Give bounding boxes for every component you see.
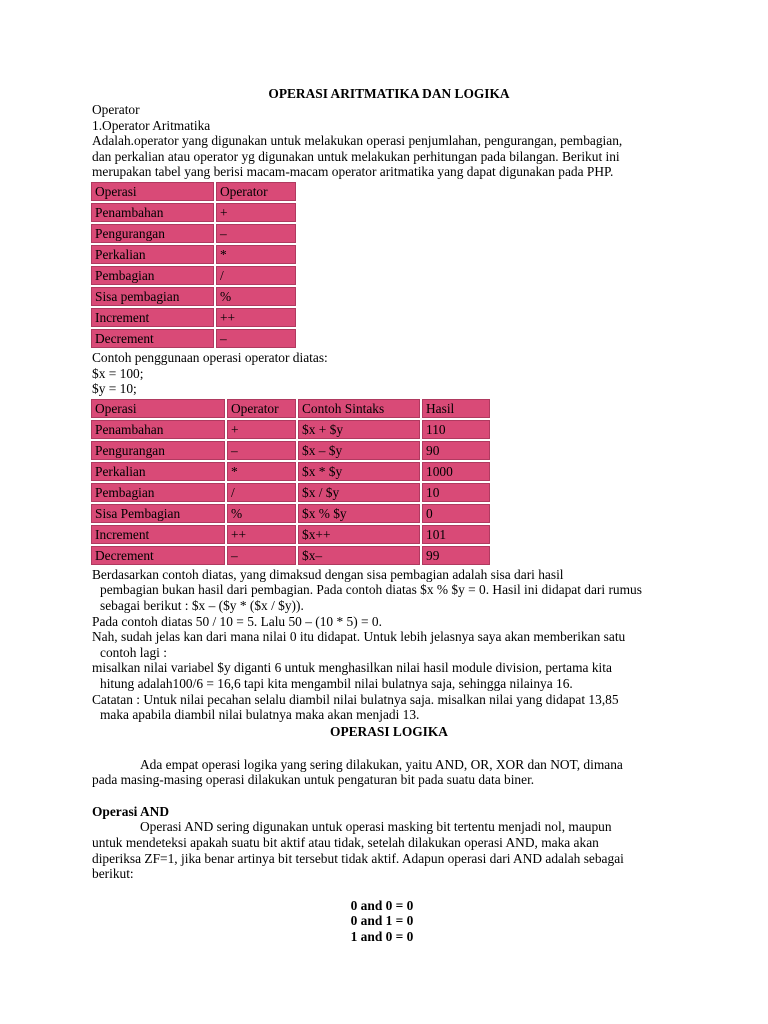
table-cell: * [227,462,296,481]
and-section [92,819,672,881]
table-cell: * [216,245,296,264]
table-cell: $x / $y [298,483,420,502]
table-cell: Pengurangan [91,441,225,460]
table-cell: Perkalian [91,245,214,264]
truth-line: 1 and 0 = 0 [350,929,414,945]
explanation-line: Nah, sudah jelas kan dari mana nilai 0 itu didapat. Untuk lebih jelasnya saya akan memberikan satu [92,629,626,645]
table-cell: / [227,483,296,502]
table-cell: Penambahan [91,420,225,439]
spacer [92,882,672,898]
table-cell: Increment [91,308,214,327]
and-line: diperiksa ZF=1, jika benar artinya bit tersebut tidak aktif. Adapun operasi dari AND adalah sebagai [92,850,624,866]
document-page [92,86,672,945]
document-title: OPERASI ARITMATIKA DAN LOGIKA [268,86,510,101]
example-line: $y = 10; [92,381,137,397]
table-cell: Sisa Pembagian [91,504,225,523]
table-cell: % [227,504,296,523]
table-header-cell: Operator [227,399,296,418]
table-cell: – [227,441,296,460]
explanation-section [92,567,672,723]
table-row [91,525,490,544]
table-row [91,483,490,502]
example-table [89,397,492,567]
table-cell: $x++ [298,525,420,544]
table-cell: 110 [422,420,490,439]
logika-section [92,757,672,788]
table-cell: $x * $y [298,462,420,481]
table-header-cell: Operasi [91,182,214,201]
table-row [91,329,296,348]
explanation-line: Catatan : Untuk nilai pecahan selalu diambil nilai bulatnya saja. misalkan nilai yang didapat 13,85 [92,691,619,707]
intro-line: Adalah.operator yang digunakan untuk melakukan operasi penjumlahan, pengurangan, pembagian, [92,133,623,149]
spacer [92,741,672,757]
table-cell: – [216,224,296,243]
explanation-line: sebagai berikut : $x – ($y * ($x / $y)). [100,597,304,613]
example-line: Contoh penggunaan operasi operator diatas: [92,349,328,365]
explanation-line: maka apabila diambil nilai bulatnya maka akan menjadi 13. [100,707,420,723]
truth-line: 0 and 0 = 0 [350,897,414,913]
table-cell: 10 [422,483,490,502]
table-cell: – [216,329,296,348]
table-cell: Penambahan [91,203,214,222]
section-heading-logika: OPERASI LOGIKA [330,723,448,739]
explanation-line: hitung adalah100/6 = 16,6 tapi kita mengambil nilai bulatnya saja, sehingga nilainya 16. [100,675,573,691]
intro-section [92,102,672,180]
table-row [91,287,296,306]
and-truth-table [92,898,672,945]
table-cell: $x + $y [298,420,420,439]
intro-line: Operator [92,102,140,117]
table-cell: Decrement [91,329,214,348]
table-row [91,224,296,243]
spacer [92,788,672,804]
table-cell: 101 [422,525,490,544]
table-cell: Increment [91,525,225,544]
truth-line: 0 and 1 = 0 [350,913,414,929]
table-cell: + [216,203,296,222]
table-row [91,504,490,523]
table-cell: Sisa pembagian [91,287,214,306]
table-cell: Pembagian [91,483,225,502]
table-cell: $x– [298,546,420,565]
table-cell: Decrement [91,546,225,565]
table-cell: Pengurangan [91,224,214,243]
table-row [91,245,296,264]
table-cell: % [216,287,296,306]
and-line: Operasi AND sering digunakan untuk operasi masking bit tertentu menjadi nol, maupun [140,819,612,835]
intro-line: 1.Operator Aritmatika [92,117,211,133]
table-row [91,462,490,481]
explanation-line: misalkan nilai variabel $y diganti 6 untuk menghasilkan nilai hasil module division, pertama kita [92,660,612,676]
table-row [91,546,490,565]
table-header-cell: Operasi [91,399,225,418]
table-row [91,420,490,439]
table-row [91,308,296,327]
intro-line: dan perkalian atau operator yg digunakan untuk melakukan perhitungan pada bilangan. Berikut ini [92,148,620,164]
table-header-cell: Operator [216,182,296,201]
table-cell: 90 [422,441,490,460]
section-heading-and: Operasi AND [92,803,169,819]
table-cell: 0 [422,504,490,523]
explanation-line: contoh lagi : [100,644,167,660]
table-cell: / [216,266,296,285]
and-line: berikut: [92,866,134,882]
table-row [91,203,296,222]
table-cell: 99 [422,546,490,565]
logika-line: Ada empat operasi logika yang sering dilakukan, yaitu AND, OR, XOR dan NOT, dimana [140,756,623,772]
example-line: $x = 100; [92,365,144,381]
table-cell: $x – $y [298,441,420,460]
table-cell: Perkalian [91,462,225,481]
example-section [92,350,672,397]
table-row [91,266,296,285]
table-header-cell: Hasil [422,399,490,418]
and-line: untuk mendeteksi apakah suatu bit aktif atau tidak, setelah dilakukan operasi AND, maka akan [92,835,599,851]
operator-table [89,180,298,350]
table-header-row [91,399,490,418]
intro-line: merupakan tabel yang berisi macam-macam operator aritmatika yang dapat digunakan pada PHP. [92,164,614,180]
table-row [91,441,490,460]
logika-line: pada masing-masing operasi dilakukan untuk pengaturan bit pada suatu data biner. [92,772,535,788]
table-cell: – [227,546,296,565]
table-header-cell: Contoh Sintaks [298,399,420,418]
table-header-row [91,182,296,201]
explanation-line: Pada contoh diatas 50 / 10 = 5. Lalu 50 – (10 * 5) = 0. [92,613,382,629]
table-cell: ++ [216,308,296,327]
table-cell: + [227,420,296,439]
table-cell: $x % $y [298,504,420,523]
explanation-line: Berdasarkan contoh diatas, yang dimaksud dengan sisa pembagian adalah sisa dari hasil [92,566,564,582]
table-cell: Pembagian [91,266,214,285]
explanation-line: pembagian bukan hasil dari pembagian. Pada contoh diatas $x % $y = 0. Hasil ini didapat dari rumus [100,582,642,598]
table-cell: ++ [227,525,296,544]
table-cell: 1000 [422,462,490,481]
